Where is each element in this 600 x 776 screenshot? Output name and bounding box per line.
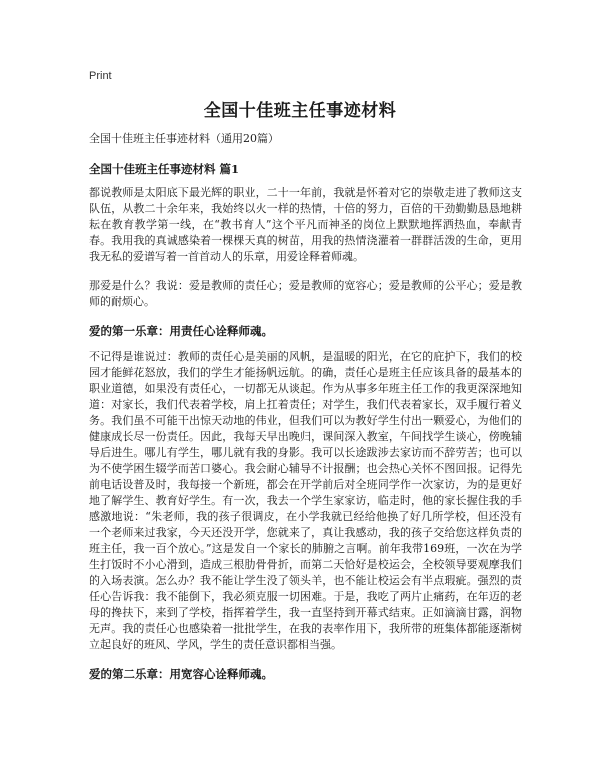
intro-paragraph: 都说教师是太阳底下最光辉的职业，二十一年前，我就是怀着对它的崇敬走进了教师这支队伍，从教二十余年来，我始终以火一样的热情，十倍的努力，百倍的干劲勤勤恳恳地耕耘在教育教学第一线，在“教书育人”这个平凡而神圣的岗位上默默地挥洒热血，奉献青春。我用我的真诚感染着一棵棵天真的树苗，用我的热情浇灌着一群群活泼的生命，更用我无私的爱谱写着一首首动人的乐章，用爱诠释着师魂。 [89,186,522,263]
document-title: 全国十佳班主任事迹材料 [203,101,397,121]
chapter1-paragraph: 不记得是谁说过：教师的责任心是美丽的风帆，是温暖的阳光，在它的庇护下，我们的校园才能鲜花怒放，我们的学生才能扬帆远航。的确，责任心是班主任应该具备的最基本的职业道德，如果没有责任心，一切都无从谈起。作为从事多年班主任工作的我更深深地知道：对家长，我们代表着学校，肩上扛着责任；对学生，我们代表着家长，双手履行着义务。我们虽不可能干出惊天动地的伟业，但我们可以为教好学生付出一颗爱心，为他们的健康成长尽一份责任。因此，我每天早出晚归，课间深入教室，午间找学生谈心，傍晚辅导后进生。哪儿有学生，哪儿就有我的身影。我可以长途跋涉去家访而不辞劳苦；也可以为不使学困生辍学而苦口婆心。我会耐心辅导不计报酬；也会热心关怀不图回报。记得先前电话设普及时，我每接一个新班，都会在开学前后对全班同学作一次家访，为的是更好地了解学生、教育好学生。有一次，我去一个学生家家访，临走时，他的家长握住我的手感激地说：“朱老师，我的孩子很调皮，在小学我就已经给他换了好几所学校，但还没有一个老师来过我家，今天还没开学，您就来了，真让我感动，我的孩子交给您这样负责的班主任，我一百个放心。”这是发自一个家长的肺腑之言啊。前年我带169班，一次在为学生打饭时不小心滑到，造成三根肋骨骨折，而第二天恰好是校运会，全校领导要观摩我们的入场表演。怎么办？我不能让学生没了领头羊，也不能让校运会有半点瑕疵。强烈的责任心告诉我：我不能倒下，我必须克服一切困难。于是，我吃了两片止痛药，在年迈的老母的搀扶下，来到了学校，指挥着学生，我一直坚持到开幕式结束。正如滴滴甘露，润物无声。我的责任心也感染着一批批学生，在我的表率作用下，我所带的班集体都能逐渐树立起良好的班风、学风，学生的责任意识都相当强。 [89,350,522,651]
section-heading: 全国十佳班主任事迹材料 篇1 [89,162,240,176]
chapter-heading-1: 爱的第一乐章：用责任心诠释师魂。 [89,324,273,338]
love-question-paragraph: 那爱是什么？我说：爱是教师的责任心；爱是教师的宽容心；爱是教师的公平心；爱是教师的耐烦心。 [89,279,522,308]
document-subtitle: 全国十佳班主任事迹材料（通用20篇） [89,132,279,145]
chapter-heading-2: 爱的第二乐章：用宽容心诠释师魂。 [89,667,273,681]
document-body [89,131,522,692]
print-label[interactable]: Print [89,70,112,82]
